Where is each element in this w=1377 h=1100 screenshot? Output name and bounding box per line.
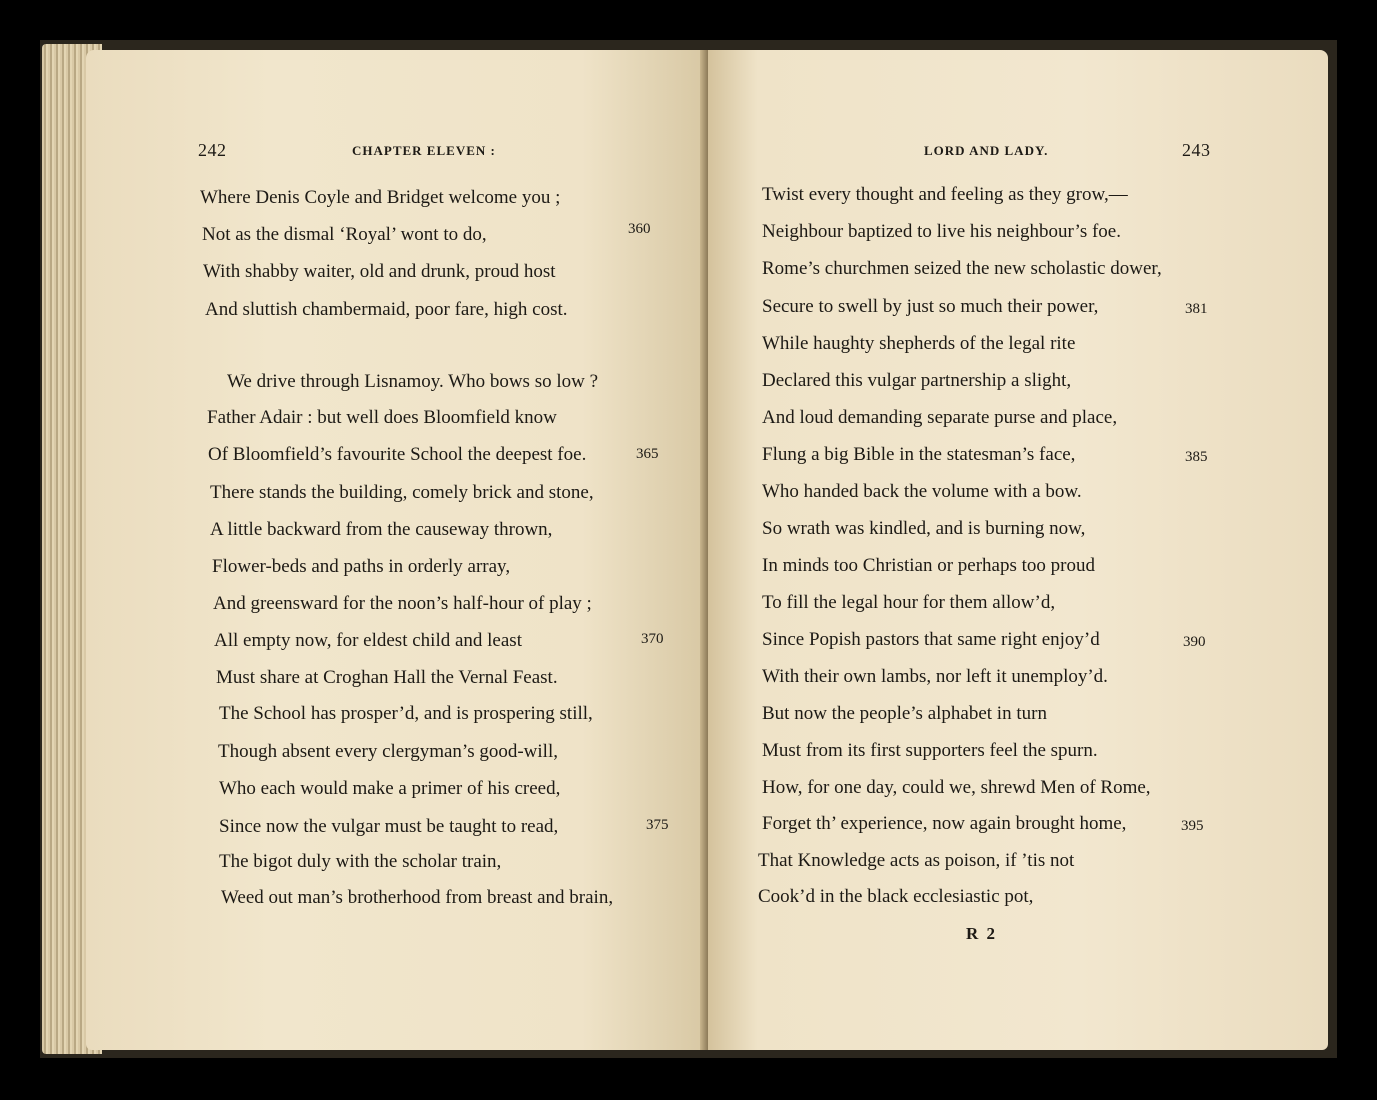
- verse-line: And greensward for the noon’s half-hour of play ;: [213, 593, 592, 614]
- verse-line: Must share at Croghan Hall the Vernal Feast.: [216, 667, 558, 688]
- verse-line: Weed out man’s brotherhood from breast and brain,: [221, 887, 614, 908]
- line-number: 370: [641, 631, 664, 647]
- verse-line: Who handed back the volume with a bow.: [762, 481, 1082, 502]
- verse-line: Twist every thought and feeling as they grow,—: [762, 184, 1128, 205]
- verse-line: That Knowledge acts as poison, if ’tis not: [758, 850, 1075, 871]
- verse-line: Since now the vulgar must be taught to read,: [219, 816, 559, 837]
- right-page-header: [708, 140, 1328, 167]
- left-page-number: 242: [198, 140, 227, 160]
- right-running-title: LORD AND LADY.: [924, 143, 1049, 158]
- verse-line: Rome’s churchmen seized the new scholastic dower,: [762, 258, 1162, 279]
- left-running-title: CHAPTER ELEVEN :: [352, 143, 496, 158]
- verse-line: With shabby waiter, old and drunk, proud host: [203, 261, 556, 282]
- line-number: 375: [646, 817, 669, 833]
- verse-line: So wrath was kindled, and is burning now,: [762, 518, 1086, 539]
- verse-line: But now the people’s alphabet in turn: [762, 703, 1047, 724]
- verse-line: Flung a big Bible in the statesman’s face,: [762, 444, 1076, 465]
- line-number: 385: [1185, 449, 1208, 465]
- verse-line: Neighbour baptized to live his neighbour’s foe.: [762, 221, 1121, 242]
- verse-line: And loud demanding separate purse and place,: [762, 407, 1118, 428]
- verse-line: Not as the dismal ‘Royal’ wont to do,: [202, 224, 487, 245]
- line-number: 390: [1183, 634, 1206, 650]
- line-number: 381: [1185, 301, 1208, 317]
- verse-line: Though absent every clergyman’s good-will,: [218, 741, 558, 762]
- right-page: [708, 50, 1328, 1050]
- line-number: 395: [1181, 818, 1204, 834]
- verse-line: Since Popish pastors that same right enjoy’d: [762, 629, 1100, 650]
- verse-line: While haughty shepherds of the legal rite: [762, 333, 1076, 354]
- verse-line: A little backward from the causeway thrown,: [210, 519, 553, 540]
- verse-line: Of Bloomfield’s favourite School the deepest foe.: [208, 444, 587, 465]
- verse-line: How, for one day, could we, shrewd Men of Rome,: [762, 777, 1151, 798]
- verse-line: Father Adair : but well does Bloomfield know: [207, 407, 557, 428]
- verse-line: And sluttish chambermaid, poor fare, high cost.: [205, 299, 568, 320]
- signature-mark: R 2: [966, 924, 998, 943]
- verse-line: Secure to swell by just so much their power,: [762, 296, 1099, 317]
- verse-line: Who each would make a primer of his creed,: [219, 778, 561, 799]
- verse-line: Cook’d in the black ecclesiastic pot,: [758, 886, 1034, 907]
- verse-line: Declared this vulgar partnership a slight,: [762, 370, 1072, 391]
- verse-line: With their own lambs, nor left it unemploy’d.: [762, 666, 1108, 687]
- right-page-number: 243: [1182, 140, 1211, 160]
- verse-line: In minds too Christian or perhaps too proud: [762, 555, 1095, 576]
- verse-line: The bigot duly with the scholar train,: [219, 851, 502, 872]
- verse-line: To fill the legal hour for them allow’d,: [762, 592, 1056, 613]
- left-page: [86, 50, 706, 1050]
- verse-line: Forget th’ experience, now again brought home,: [762, 813, 1127, 834]
- verse-line: All empty now, for eldest child and least: [214, 630, 522, 651]
- verse-line: The School has prosper’d, and is prospering still,: [219, 703, 593, 724]
- verse-line: We drive through Lisnamoy. Who bows so low ?: [227, 371, 599, 392]
- verse-line: There stands the building, comely brick and stone,: [210, 482, 594, 503]
- verse-line: Must from its first supporters feel the spurn.: [762, 740, 1098, 761]
- line-number: 365: [636, 446, 659, 462]
- left-page-header: [86, 140, 706, 167]
- verse-line: Flower-beds and paths in orderly array,: [212, 556, 511, 577]
- line-number: 360: [628, 221, 651, 237]
- verse-line: Where Denis Coyle and Bridget welcome you ;: [200, 187, 561, 208]
